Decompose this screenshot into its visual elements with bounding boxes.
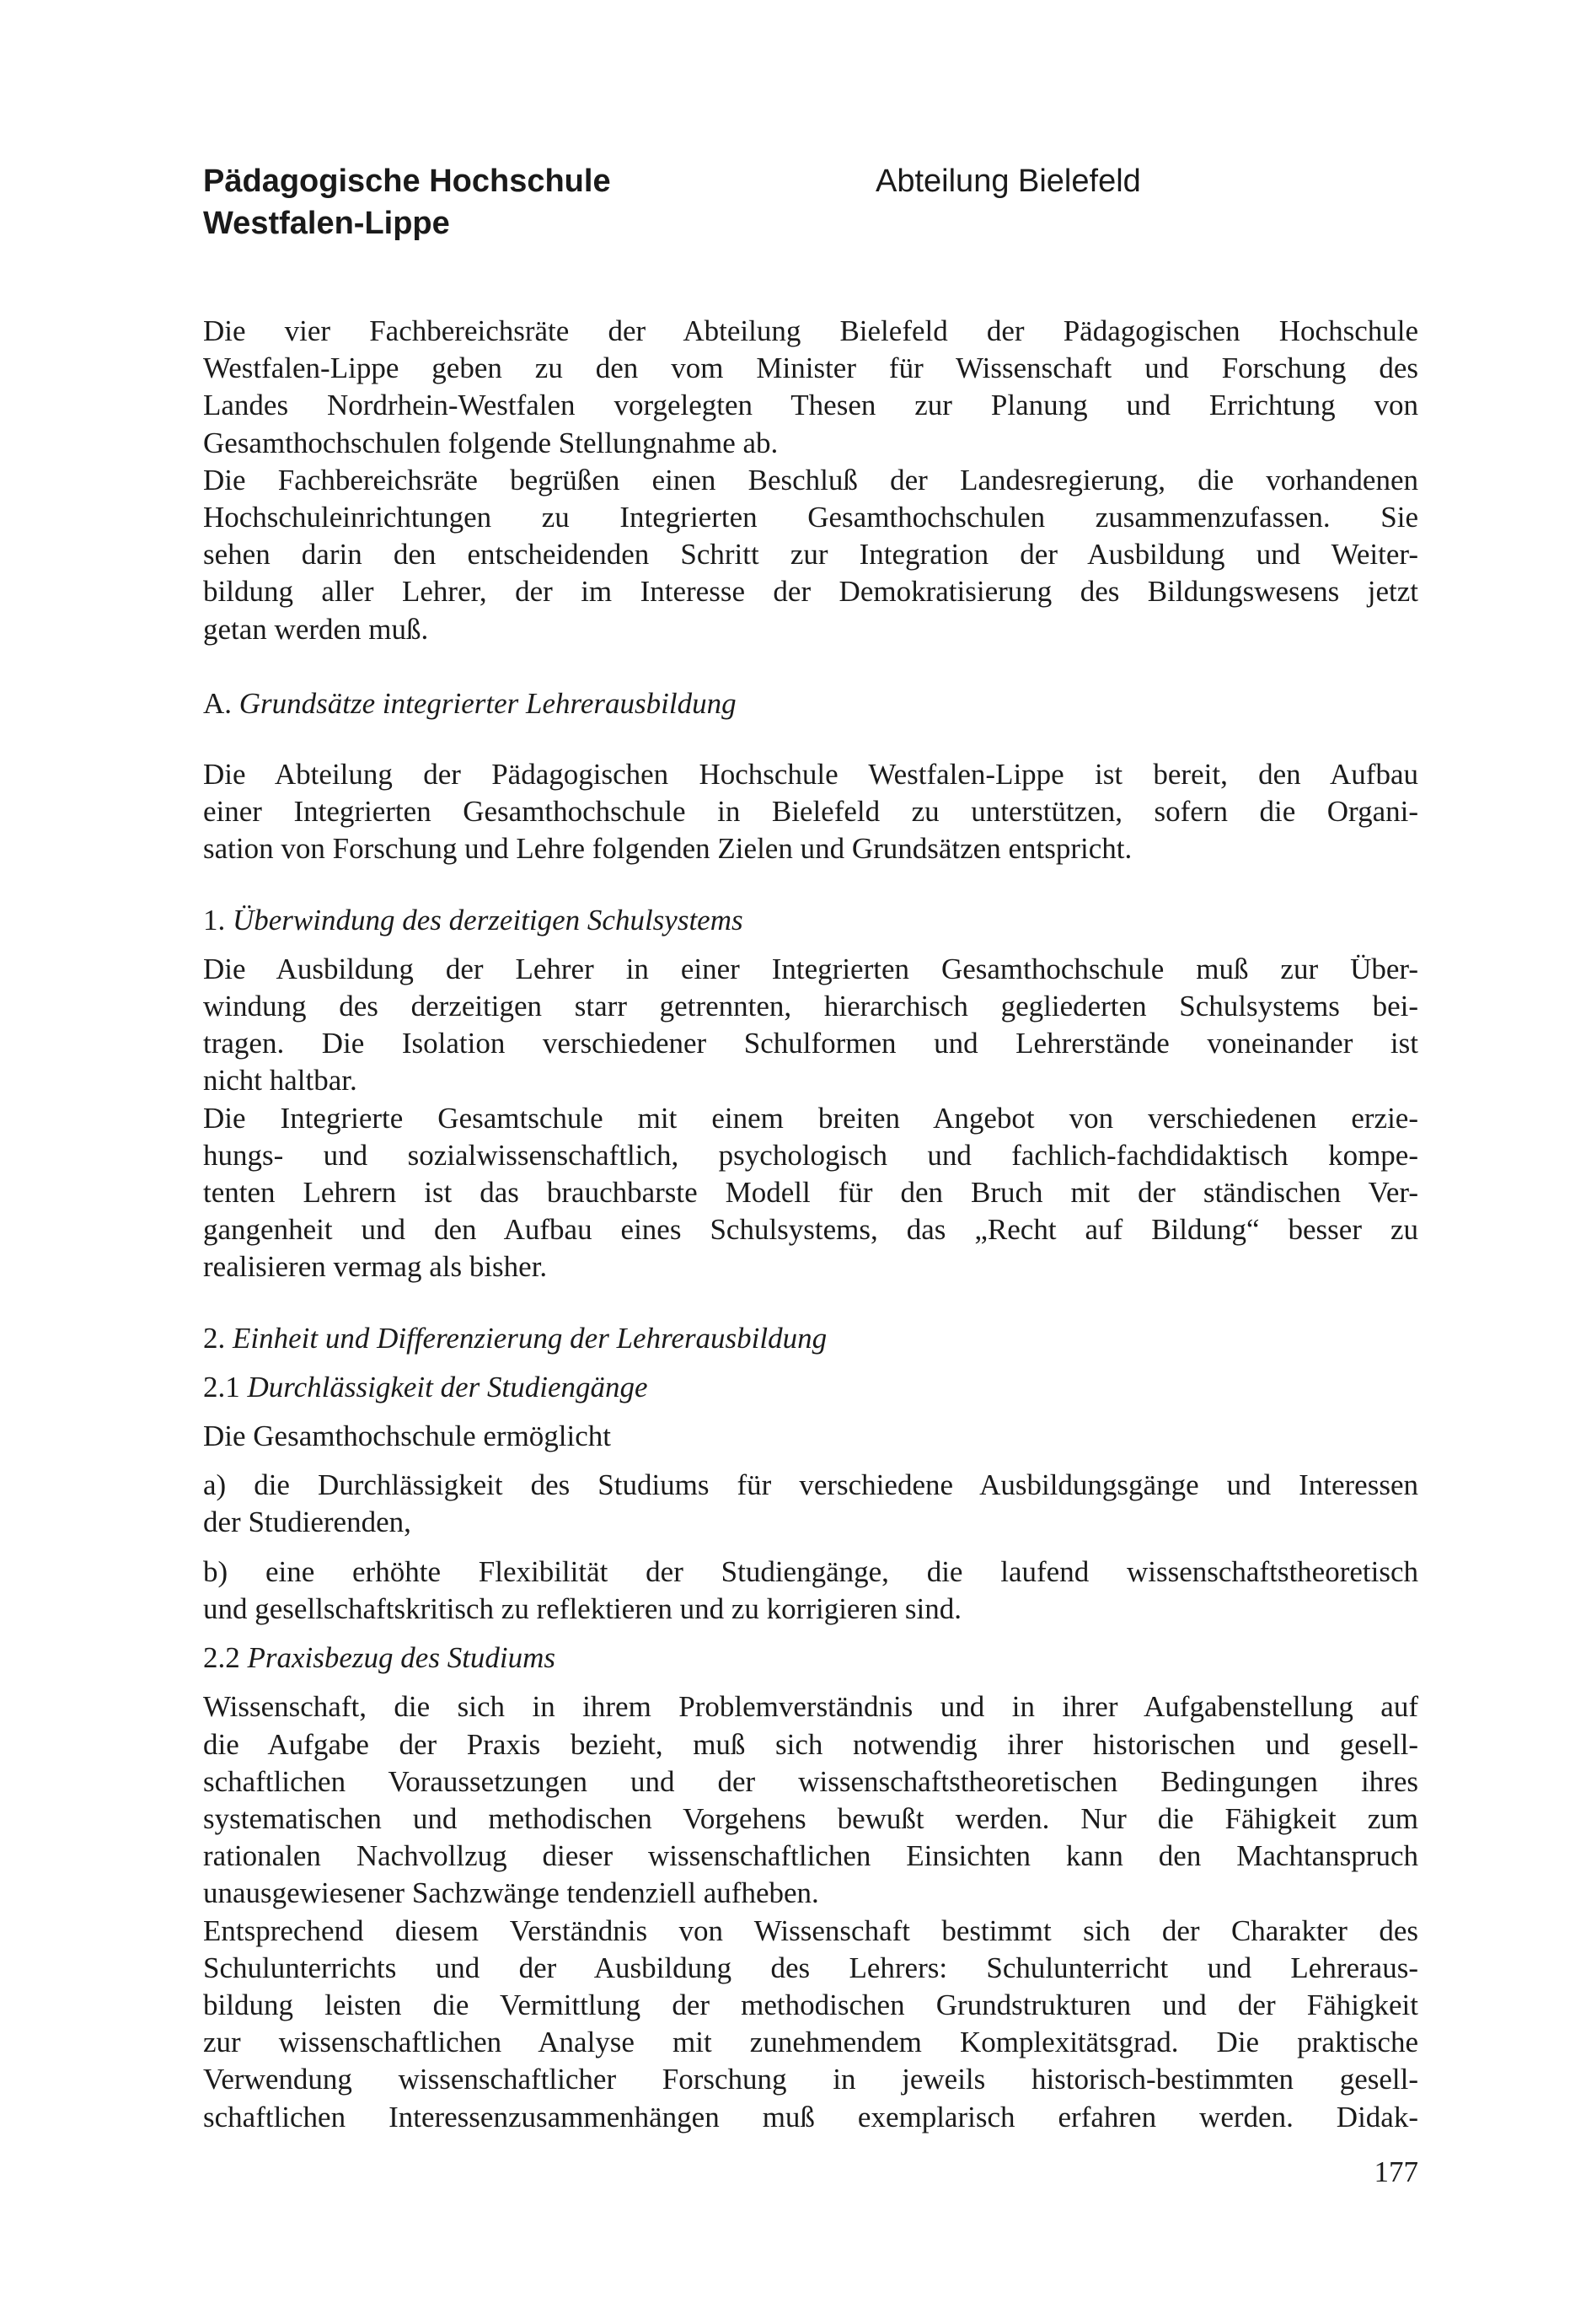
text-line: schaftlichen Voraussetzungen und der wissenschaftstheoretischen Bedingungen ihres xyxy=(203,1764,1418,1798)
text-line: systematischen und methodischen Vorgehens bewußt werden. Nur die Fähigkeit zum xyxy=(203,1801,1418,1835)
text-line: Entsprechend diesem Verständnis von Wissenschaft bestimmt sich der Charakter des xyxy=(203,1913,1418,1947)
text-line: Die Fachbereichsräte begrüßen einen Beschluß der Landesregierung, die vorhandenen xyxy=(203,463,1418,496)
section-2-2-paragraph-1 xyxy=(203,1688,1418,1912)
text-line: windung des derzeitigen starr getrennten, hierarchisch gegliederten Schulsystems bei- xyxy=(203,990,1418,1023)
text-line: unausgewiesener Sachzwänge tendenziell aufheben. xyxy=(203,1876,819,1910)
section-1-paragraph-2 xyxy=(203,1100,1418,1286)
section-a-title: Grundsätze integrierter Lehrerausbildung xyxy=(238,686,737,720)
section-2-2-paragraph-2 xyxy=(203,1913,1418,2136)
text-line: gangenheit und den Aufbau eines Schulsystems, das „Recht auf Bildung“ besser zu xyxy=(203,1213,1418,1247)
text-line: tragen. Die Isolation verschiedener Schulformen und Lehrerstände voneinander ist xyxy=(203,1027,1418,1060)
section-a-heading xyxy=(203,685,1418,722)
text-line: Wissenschaft, die sich in ihrem Problemverständnis und in ihrer Aufgabenstellung auf xyxy=(203,1690,1418,1724)
text-line: Schulunterrichts und der Ausbildung des Lehrers: Schulunterricht und Lehreraus- xyxy=(203,1951,1418,1984)
section-2-heading xyxy=(203,1320,1418,1357)
list-item-a xyxy=(203,1467,1418,1541)
text-line: nicht haltbar. xyxy=(203,1064,357,1098)
text-line: Landes Nordrhein-Westfalen vorgelegten Thesen zur Planung und Errichtung von xyxy=(203,389,1418,422)
text-line: der Studierenden, xyxy=(203,1506,411,1539)
section-2-number: 2. xyxy=(203,1321,226,1355)
section-1-heading xyxy=(203,902,1418,939)
text-line: schaftlichen Interessenzusammenhängen muß exemplarisch erfahren werden. Didak- xyxy=(203,2100,1418,2133)
text-line: getan werden muß. xyxy=(203,612,429,646)
text-line: Die Ausbildung der Lehrer in einer Integrierten Gesamthochschule muß zur Über- xyxy=(203,952,1418,985)
section-a-number: A. xyxy=(203,686,233,720)
intro-paragraph-1 xyxy=(203,313,1418,462)
section-2-1-heading xyxy=(203,1369,1418,1406)
section-2-2-title: Praxisbezug des Studiums xyxy=(247,1641,556,1675)
text-line: Hochschuleinrichtungen zu Integrierten Gesamthochschulen zusammenzufassen. Sie xyxy=(203,501,1418,534)
section-a-paragraph xyxy=(203,756,1418,868)
text-line: bildung leisten die Vermittlung der methodischen Grundstrukturen und der Fähigkeit xyxy=(203,1988,1418,2021)
section-2-1-title: Durchlässigkeit der Studiengänge xyxy=(247,1370,648,1404)
text-line: zur wissenschaftlichen Analyse mit zunehmendem Komplexitätsgrad. Die praktische xyxy=(203,2026,1418,2059)
section-1-title: Überwindung des derzeitigen Schulsystems xyxy=(233,903,743,937)
text-line: b) eine erhöhte Flexibilität der Studiengänge, die laufend wissenschaftstheoretisch xyxy=(203,1554,1418,1588)
institution-name xyxy=(203,160,611,244)
text-line: Die Integrierte Gesamtschule mit einem breiten Angebot von verschiedenen erzie- xyxy=(203,1101,1418,1135)
text-line: rationalen Nachvollzug dieser wissenschaftlichen Einsichten kann den Machtanspruch xyxy=(203,1839,1418,1873)
text-line: Die vier Fachbereichsräte der Abteilung Bielefeld der Pädagogischen Hochschule xyxy=(203,314,1418,347)
text-line: einer Integrierten Gesamthochschule in Bielefeld zu unterstützen, sofern die Organi- xyxy=(203,795,1418,829)
text-line: Gesamthochschulen folgende Stellungnahme ab. xyxy=(203,426,779,459)
department-name: Abteilung Bielefeld xyxy=(876,164,1141,199)
text-line: und gesellschaftskritisch zu reflektieren und zu korrigieren sind. xyxy=(203,1591,962,1625)
section-2-2-heading xyxy=(203,1640,1418,1677)
section-1-number: 1. xyxy=(203,903,226,937)
text-line: Die Abteilung der Pädagogischen Hochschule Westfalen-Lippe ist bereit, den Aufbau xyxy=(203,758,1418,792)
text-line: bildung aller Lehrer, der im Interesse der Demokratisierung des Bildungswesens jetzt xyxy=(203,575,1418,609)
section-2-title: Einheit und Differenzierung der Lehrerausbildung xyxy=(233,1321,828,1355)
body-text xyxy=(203,313,1418,2136)
intro-paragraph-2 xyxy=(203,462,1418,648)
section-2-1-lead: Die Gesamthochschule ermöglicht xyxy=(203,1420,612,1453)
text-line: realisieren vermag als bisher. xyxy=(203,1250,548,1284)
section-2-1-number: 2.1 xyxy=(203,1370,240,1404)
text-line: Westfalen-Lippe geben zu den vom Minister für Wissenschaft und Forschung des xyxy=(203,352,1418,385)
section-1-paragraph-1 xyxy=(203,951,1418,1100)
institution-line-2: Westfalen-Lippe xyxy=(203,206,450,241)
institution-line-1: Pädagogische Hochschule xyxy=(203,164,611,199)
text-line: die Aufgabe der Praxis bezieht, muß sich notwendig ihrer historischen und gesell- xyxy=(203,1727,1418,1761)
text-line: sehen darin den entscheidenden Schritt zur Integration der Ausbildung und Weiter- xyxy=(203,538,1418,572)
text-line: hungs- und sozialwissenschaftlich, psychologisch und fachlich-fachdidaktisch kompe- xyxy=(203,1138,1418,1172)
text-line: a) die Durchlässigkeit des Studiums für verschiedene Ausbildungsgänge und Interessen xyxy=(203,1468,1418,1502)
section-2-2-number: 2.2 xyxy=(203,1641,240,1675)
page-number: 177 xyxy=(1374,2155,1418,2188)
text-line: tenten Lehrern ist das brauchbarste Modell für den Bruch mit der ständischen Ver- xyxy=(203,1176,1418,1210)
text-line: sation von Forschung und Lehre folgenden Zielen und Grundsätzen entspricht. xyxy=(203,832,1133,866)
text-line: Verwendung wissenschaftlicher Forschung in jeweils historisch-bestimmten gesell- xyxy=(203,2063,1418,2096)
list-item-b xyxy=(203,1554,1418,1628)
